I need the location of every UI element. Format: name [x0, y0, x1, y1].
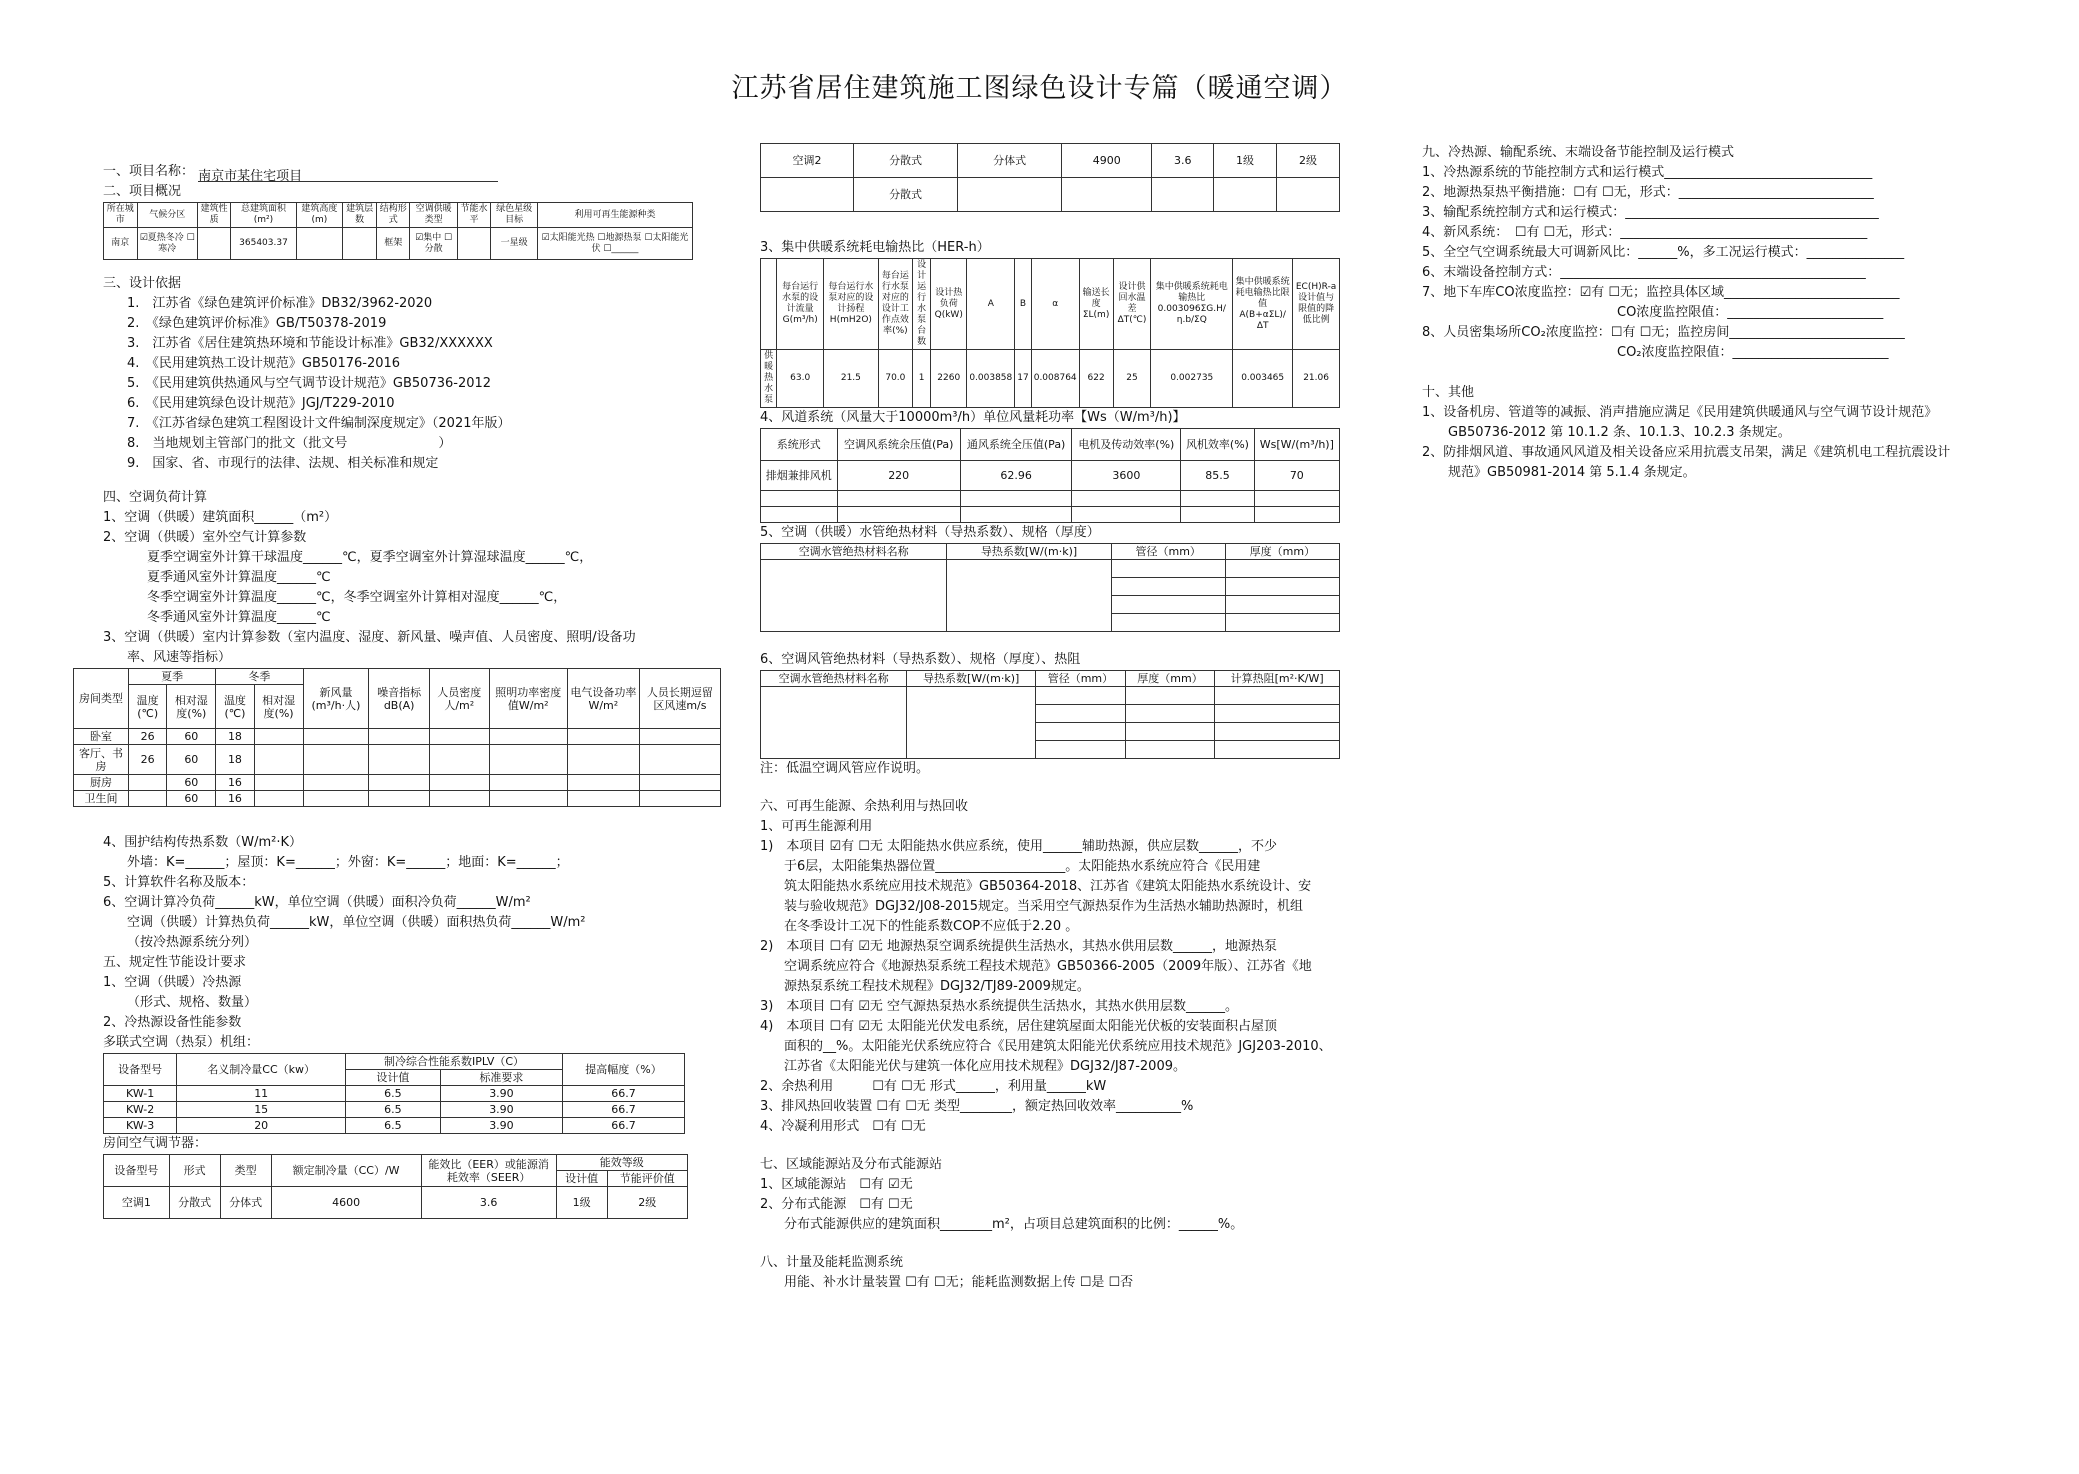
cell: 南京: [104, 228, 138, 260]
cell: 4600: [271, 1187, 421, 1219]
th-summer: 夏季: [129, 669, 216, 685]
cell: [958, 178, 1062, 212]
cell: 0.003858: [967, 350, 1015, 408]
fan-label: 4、风道系统（风量大于10000m³/h）单位风量耗功率【Ws（W/m³/h)】: [760, 410, 1186, 425]
text-line: 分布式能源供应的建筑面积________m²，占项目总建筑面积的比例：______%。: [784, 1217, 1244, 1232]
cell: 3.6: [1152, 144, 1214, 178]
cell: 1级: [1214, 144, 1277, 178]
th-vrf-cc: 名义制冷量CC（kw）: [177, 1054, 346, 1086]
duct-table: [760, 670, 1340, 759]
cell: 6.5: [346, 1118, 441, 1134]
cell: 66.7: [563, 1102, 685, 1118]
text-line: 源热泵系统工程技术规程》DGJ32/TJ89-2009规定。: [784, 979, 1090, 994]
fan-table: [760, 428, 1340, 523]
cell: 3600: [1072, 461, 1181, 491]
cell: [1062, 178, 1152, 212]
cell: 2260: [931, 350, 967, 408]
cell: 分散式: [169, 1187, 220, 1219]
pipe-header-row: [761, 544, 1340, 560]
text-line: 用能、补水计量装置 ☐有 ☐无；能耗监测数据上传 ☐是 ☐否: [784, 1275, 1134, 1290]
cell: 厚度（mm）: [1125, 671, 1215, 687]
text-line: 七、区域能源站及分布式能源站: [760, 1157, 943, 1172]
cell: [489, 745, 567, 775]
cell: [761, 259, 777, 350]
cell: [254, 775, 303, 791]
her-data-row: [761, 350, 1340, 408]
cell: B: [1015, 259, 1031, 350]
cell: [303, 745, 369, 775]
cell: 622: [1079, 350, 1113, 408]
envelope-lines: [103, 833, 718, 1053]
overview-label: 二、项目概况: [103, 184, 182, 199]
cell: 62.96: [960, 461, 1072, 491]
th-rac-model: 设备型号: [104, 1155, 170, 1187]
cell: 1: [913, 350, 931, 408]
cell: 卫生间: [74, 791, 129, 807]
cell: 16: [216, 791, 254, 807]
overview-data-row: [104, 228, 693, 260]
text-line: 筑太阳能热水系统应用技术规范》GB50364-2018、江苏省《建筑太阳能热水系统设计、安: [784, 879, 1312, 894]
her-table: [760, 258, 1340, 408]
cell: 供暖热水泵: [761, 350, 777, 408]
rac-table-cont: [760, 143, 1340, 212]
rac-table: [103, 1154, 688, 1219]
cell: 25: [1113, 350, 1151, 408]
cell: 结构形式: [376, 203, 410, 228]
text-line: 1、可再生能源利用: [760, 819, 873, 834]
text-line: 空调系统应符合《地源热泵系统工程技术规范》GB50366-2005（2009年版）、江苏省《地: [784, 959, 1312, 974]
text-line: 冬季通风室外计算温度______℃: [147, 610, 331, 625]
indoor-params-table: [73, 668, 721, 807]
text-line: 2、分布式能源 ☐有 ☐无: [760, 1197, 913, 1212]
cell: 0.002735: [1151, 350, 1233, 408]
text-line: 4、围护结构传热系数（W/m²·K）: [103, 835, 303, 850]
column-right: [1422, 143, 2027, 483]
load-lines: [103, 508, 718, 668]
load-label: 四、空调负荷计算: [103, 490, 208, 505]
cell: [1214, 178, 1277, 212]
cell: 设计供回水温差ΔT(℃): [1113, 259, 1151, 350]
cell: 建筑高度(m): [296, 203, 343, 228]
column-left: [79, 162, 718, 1219]
text-line: 1、空调（供暖）冷热源: [103, 975, 242, 990]
cell: 每台运行水泵对应的设计扬程H(mH2O): [823, 259, 878, 350]
text-line: 2、防排烟风道、事故通风风道及相关设备应采用抗震支吊架，满足《建筑机电工程抗震设计: [1422, 445, 1951, 460]
cell: [429, 745, 489, 775]
cell: 分体式: [220, 1187, 271, 1219]
cell: 节能水平: [457, 203, 491, 228]
th-rac-eer: 能效比（EER）或能源消耗效率（SEER）: [421, 1155, 556, 1187]
text-line: 8、人员密集场所CO₂浓度监控：☐有 ☐无；监控房间___________________________: [1422, 325, 1905, 340]
cell: 85.5: [1181, 461, 1254, 491]
cell: 3.90: [440, 1102, 562, 1118]
table-row: [104, 1118, 685, 1134]
text-line: （形式、规格、数量）: [127, 995, 258, 1010]
pipe-label: 5、空调（供暖）水管绝热材料（导热系数）、规格（厚度）: [760, 525, 1100, 540]
cell: 1级: [556, 1187, 607, 1219]
cell: 18: [216, 729, 254, 745]
cell: 3.90: [440, 1086, 562, 1102]
cell: [639, 791, 720, 807]
table-row: [104, 1102, 685, 1118]
cell: 0.008764: [1031, 350, 1079, 408]
text-line: 外墙：K=______；屋顶：K=______；外窗：K=______；地面：K=______；: [127, 855, 569, 870]
cell: 建筑性质: [197, 203, 231, 228]
text-line: 1. 江苏省《绿色建筑评价标准》DB32/3962-2020: [127, 296, 433, 311]
cell: 15: [177, 1102, 346, 1118]
other-lines: [1422, 383, 2027, 483]
cell: [761, 178, 854, 212]
th-noise: 噪音指标dB(A): [369, 669, 430, 729]
text-line: 多联式空调（热泵）机组：: [103, 1035, 260, 1050]
cell: [254, 729, 303, 745]
cell: 系统形式: [761, 429, 838, 461]
cell: A: [967, 259, 1015, 350]
text-line: 1、区域能源站 ☐有 ☑无: [760, 1177, 913, 1192]
rac-row: [104, 1187, 688, 1219]
th-vrf-design: 设计值: [346, 1070, 441, 1086]
cell: [369, 791, 430, 807]
text-line: 5、全空气空调系统最大可调新风比：______%，多工况运行模式：_______________: [1422, 245, 1905, 260]
cell: [489, 791, 567, 807]
cell: 4900: [1062, 144, 1152, 178]
cell: 60: [167, 729, 216, 745]
table-row: [74, 729, 721, 745]
text-line: 2. 《绿色建筑评价标准》GB/T50378-2019: [127, 316, 387, 331]
duct-label: 6、空调风管绝热材料（导热系数）、规格（厚度）、热阻: [760, 652, 1081, 667]
cell: 电机及传动效率(%): [1072, 429, 1181, 461]
table-row: [74, 791, 721, 807]
overview-header-row: [104, 203, 693, 228]
cell: KW-3: [104, 1118, 177, 1134]
text-line: 3、空调（供暖）室内计算参数（室内温度、湿度、新风量、噪声值、人员密度、照明/设备功: [103, 630, 636, 645]
cell: Ws[W/(m³/h)]: [1254, 429, 1339, 461]
cell: 绿色星级目标: [491, 203, 538, 228]
cell: 空调供暖类型: [410, 203, 457, 228]
table-row: [761, 178, 1340, 212]
cell: 所在城市: [104, 203, 138, 228]
cell: 分体式: [958, 144, 1062, 178]
cell: 空调水管绝热材料名称: [761, 544, 947, 560]
text-line: 7. 《江苏省绿色建筑工程图设计文件编制深度规定》（2021年版）: [127, 416, 511, 431]
text-line: （按冷热源系统分列）: [127, 935, 258, 950]
text-line: 3、输配系统控制方式和运行模式：_______________________________________: [1422, 205, 1879, 220]
cell: [639, 729, 720, 745]
text-line: 2、余热利用 ☐有 ☐无 形式______，利用量______kW: [760, 1079, 1107, 1094]
column-middle: [760, 143, 1350, 1293]
text-line: 在冬季设计工况下的性能系数COP不应低于2.20 。: [784, 919, 1079, 934]
cell: 3.6: [421, 1187, 556, 1219]
control-lines: [1422, 143, 2027, 363]
th-vrf-iplv: 制冷综合性能系数IPLV（C）: [346, 1054, 563, 1070]
duct-header-row: [761, 671, 1340, 687]
region-energy-lines: [760, 1155, 1350, 1235]
cell: [129, 775, 167, 791]
th-rac-design: 设计值: [556, 1171, 607, 1187]
cell: 厚度（mm）: [1225, 544, 1339, 560]
cell: [639, 745, 720, 775]
th-rac-eval: 节能评价值: [607, 1171, 687, 1187]
cell: 计算热阻[m²·K/W]: [1215, 671, 1340, 687]
cell: [303, 729, 369, 745]
text-line: 2) 本项目 ☐有 ☑无 地源热泵空调系统提供生活热水，其热水供用层数______，地源热泵: [760, 939, 1278, 954]
text-line: 装与验收规范》DGJ32/J08-2015规定。当采用空气源热泵作为生活热水辅助热源时，机组: [784, 899, 1303, 914]
cell: 0.003465: [1233, 350, 1293, 408]
cell: 卧室: [74, 729, 129, 745]
text-line: 9. 国家、省、市现行的法律、法规、相关标准和规定: [127, 456, 439, 471]
text-line: 8. 当地规划主管部门的批文（批文号 ）: [127, 436, 452, 451]
fan-header-row: [761, 429, 1340, 461]
cell: 70: [1254, 461, 1339, 491]
cell: 分散式: [854, 144, 958, 178]
cell: 20: [177, 1118, 346, 1134]
cell: [429, 775, 489, 791]
cell: 6.5: [346, 1086, 441, 1102]
cell: [639, 775, 720, 791]
cell: [197, 228, 231, 260]
th-rac-cc: 额定制冷量（CC）/W: [271, 1155, 421, 1187]
text-line: 五、规定性节能设计要求: [103, 955, 247, 970]
cell: 空调1: [104, 1187, 170, 1219]
cell: 排烟兼排风机: [761, 461, 838, 491]
cell: 空调风系统余压值(Pa): [837, 429, 960, 461]
cell: 空调水管绝热材料名称: [761, 671, 907, 687]
cell: 通风系统全压值(Pa): [960, 429, 1072, 461]
cell: ☑集中 ☐分散: [410, 228, 457, 260]
th-equipment: 电气设备功率W/m²: [567, 669, 639, 729]
overview-table: [103, 202, 693, 260]
cell: 16: [216, 775, 254, 791]
text-line: 6、空调计算冷负荷______kW，单位空调（供暖）面积冷负荷______W/m²: [103, 895, 531, 910]
cell: 一星级: [491, 228, 538, 260]
text-line: 1、设备机房、管道等的减振、消声措施应满足《民用建筑供暖通风与空气调节设计规范》: [1422, 405, 1938, 420]
cell: 2级: [1276, 144, 1339, 178]
text-line: 十、其他: [1422, 385, 1475, 400]
cell: 空调2: [761, 144, 854, 178]
cell: 分散式: [854, 178, 958, 212]
cell: 气候分区: [137, 203, 197, 228]
cell: 63.0: [777, 350, 824, 408]
th-vrf-model: 设备型号: [104, 1054, 177, 1086]
text-line: CO浓度监控限值：________________________: [1422, 305, 1884, 320]
rac-label: 房间空气调节器：: [103, 1136, 208, 1151]
cell: 总建筑面积(m²): [231, 203, 296, 228]
page-title: 江苏省居住建筑施工图绿色设计专篇（暖通空调）: [731, 73, 1348, 104]
cell: 3.90: [440, 1118, 562, 1134]
metering-lines: [760, 1253, 1350, 1293]
table-row: [74, 775, 721, 791]
text-line: 5. 《民用建筑供热通风与空气调节设计规范》GB50736-2012: [127, 376, 492, 391]
project-name-field[interactable]: [198, 167, 498, 182]
cell: [129, 791, 167, 807]
cell: 风机效率(%): [1181, 429, 1254, 461]
basis-list: [103, 294, 718, 474]
duct-note: 注：低温空调风管应作说明。: [760, 761, 930, 776]
cell: 每台运行水泵对应的设计工作点效率(%): [878, 259, 912, 350]
basis-label: 三、设计依据: [103, 276, 182, 291]
th-rac-grade: 能效等级: [556, 1155, 687, 1171]
th-rac-form: 形式: [169, 1155, 220, 1187]
text-line: 4、新风系统： ☐有 ☐无，形式：______________________________________: [1422, 225, 1868, 240]
cell: 集中供暖系统耗电输热比0.003096ΣG.H/η.b/ΣQ: [1151, 259, 1233, 350]
text-line: 2、冷热源设备性能参数: [103, 1015, 242, 1030]
cell: [1152, 178, 1214, 212]
th-fresh-air: 新风量(m³/h·人): [303, 669, 369, 729]
text-line: 夏季空调室外计算干球温度______℃，夏季空调室外计算湿球温度______℃，: [147, 550, 593, 565]
cell: ☑太阳能光热 ☐地源热泵 ☐太阳能光伏 ☐______: [537, 228, 692, 260]
her-header-row: [761, 259, 1340, 350]
text-line: 夏季通风室外计算温度______℃: [147, 570, 331, 585]
text-line: 4. 《民用建筑热工设计规范》GB50176-2016: [127, 356, 401, 371]
table-row: [104, 1086, 685, 1102]
text-line: 规范》GB50981-2014 第 5.1.4 条规定。: [1422, 465, 1696, 480]
her-label: 3、集中供暖系统耗电输热比（HER-h）: [760, 240, 990, 255]
text-line: 4) 本项目 ☐有 ☑无 太阳能光伏发电系统，居住建筑屋面太阳能光伏板的安装面积占屋顶: [760, 1019, 1278, 1034]
cell: 66.7: [563, 1086, 685, 1102]
th-winter: 冬季: [216, 669, 303, 685]
pipe-table: [760, 543, 1340, 632]
text-line: 3. 江苏省《居住建筑热环境和节能设计标准》GB32/XXXXXX: [127, 336, 493, 351]
th-vrf-improve: 提高幅度（%）: [563, 1054, 685, 1086]
text-line: 面积的__%。太阳能光伏系统应符合《民用建筑太阳能光伏系统应用技术规范》JGJ203-2010、: [784, 1039, 1332, 1054]
cell: ☑夏热冬冷 ☐寒冷: [137, 228, 197, 260]
text-line: 3、排风热回收装置 ☐有 ☐无 类型________，额定热回收效率__________%: [760, 1099, 1194, 1114]
cell: [489, 775, 567, 791]
renewable-lines: [760, 797, 1350, 1137]
cell: 导热系数[W/(m·k)]: [947, 544, 1111, 560]
cell: 2级: [607, 1187, 687, 1219]
cell: [303, 791, 369, 807]
cell: 18: [216, 745, 254, 775]
text-line: 空调（供暖）计算热负荷______kW，单位空调（供暖）面积热负荷______W/m²: [127, 915, 586, 930]
text-line: CO₂浓度监控限值：________________________: [1422, 345, 1889, 360]
table-row: [761, 144, 1340, 178]
text-line: 4、冷凝利用形式 ☐有 ☐无: [760, 1119, 926, 1134]
cell: 输送长度ΣL(m): [1079, 259, 1113, 350]
project-name-line: [103, 162, 718, 182]
text-line: 冬季空调室外计算温度______℃，冬季空调室外计算相对湿度______℃，: [147, 590, 567, 605]
cell: 利用可再生能源种类: [537, 203, 692, 228]
cell: [369, 745, 430, 775]
text-line: 5、计算软件名称及版本：: [103, 875, 255, 890]
cell: 17: [1015, 350, 1031, 408]
cell: [489, 729, 567, 745]
cell: 60: [167, 775, 216, 791]
text-line: 率、风速等指标）: [127, 650, 232, 665]
cell: α: [1031, 259, 1079, 350]
table-row: [74, 745, 721, 775]
cell: 管径（mm）: [1036, 671, 1126, 687]
cell: KW-1: [104, 1086, 177, 1102]
cell: [567, 745, 639, 775]
text-line: 九、冷热源、输配系统、末端设备节能控制及运行模式: [1422, 145, 1735, 160]
text-line: 6. 《民用建筑绿色设计规范》JGJ/T229-2010: [127, 396, 395, 411]
text-line: 八、计量及能耗监测系统: [760, 1255, 904, 1270]
cell: 21.06: [1293, 350, 1340, 408]
cell: 设计热负荷Q(kW): [931, 259, 967, 350]
cell: 每台运行水泵的设计流量G(m³/h): [777, 259, 824, 350]
cell: [296, 228, 343, 260]
cell: 26: [129, 729, 167, 745]
cell: 6.5: [346, 1102, 441, 1118]
th-summer-temp: 温度(℃): [129, 685, 167, 729]
cell: [303, 775, 369, 791]
th-rac-type: 类型: [220, 1155, 271, 1187]
cell: 21.5: [823, 350, 878, 408]
th-room-type: 房间类型: [74, 669, 129, 729]
project-name: 南京市某住宅项目: [198, 169, 303, 184]
cell: 厨房: [74, 775, 129, 791]
cell: [254, 791, 303, 807]
project-label: 一、项目名称：: [103, 164, 195, 179]
cell: 框架: [376, 228, 410, 260]
cell: [567, 729, 639, 745]
cell: [457, 228, 491, 260]
cell: [254, 745, 303, 775]
text-line: 1、空调（供暖）建筑面积______（m²）: [103, 510, 338, 525]
cell: 26: [129, 745, 167, 775]
cell: [1276, 178, 1339, 212]
text-line: 3) 本项目 ☐有 ☑无 空气源热泵热水系统提供生活热水，其热水供用层数______。: [760, 999, 1239, 1014]
cell: 客厅、书房: [74, 745, 129, 775]
th-air-speed: 人员长期逗留区风速m/s: [639, 669, 720, 729]
cell: 66.7: [563, 1118, 685, 1134]
text-line: 2、空调（供暖）室外空气计算参数: [103, 530, 307, 545]
cell: 365403.37: [231, 228, 296, 260]
text-line: 7、地下车库CO浓度监控：☑有 ☐无；监控具体区域___________________________: [1422, 285, 1900, 300]
cell: [567, 791, 639, 807]
cell: [429, 791, 489, 807]
th-density: 人员密度人/m²: [429, 669, 489, 729]
cell: EC(H)R-a设计值与限值的降低比例: [1293, 259, 1340, 350]
text-line: 2、地源热泵热平衡措施：☐有 ☐无，形式：______________________________: [1422, 185, 1874, 200]
cell: [369, 729, 430, 745]
th-winter-rh: 相对湿度(%): [254, 685, 303, 729]
text-line: GB50736-2012 第 10.1.2 条、10.1.3、10.2.3 条规定。: [1422, 425, 1791, 440]
cell: 管径（mm）: [1111, 544, 1225, 560]
cell: 220: [837, 461, 960, 491]
cell: [343, 228, 377, 260]
text-line: 1) 本项目 ☑有 ☐无 太阳能热水供应系统，使用______辅助热源，供应层数______，不少: [760, 839, 1278, 854]
vrf-table: [103, 1053, 685, 1134]
cell: 导热系数[W/(m·k)]: [907, 671, 1036, 687]
cell: 11: [177, 1086, 346, 1102]
fan-data-row: [761, 461, 1340, 491]
th-lighting: 照明功率密度值W/m²: [489, 669, 567, 729]
text-line: 1、冷热源系统的节能控制方式和运行模式________________________________: [1422, 165, 1873, 180]
th-winter-temp: 温度(℃): [216, 685, 254, 729]
cell: 集中供暖系统耗电输热比限值A(B+αΣL)/ΔT: [1233, 259, 1293, 350]
cell: [567, 775, 639, 791]
cell: 60: [167, 745, 216, 775]
text-line: 6、末端设备控制方式：_______________________________________________: [1422, 265, 1866, 280]
th-summer-rh: 相对湿度(%): [167, 685, 216, 729]
cell: 60: [167, 791, 216, 807]
cell: 70.0: [878, 350, 912, 408]
cell: 设计运行水泵台数: [913, 259, 931, 350]
text-line: 江苏省《太阳能光伏与建筑一体化应用技术规程》DGJ32/J87-2009。: [784, 1059, 1186, 1074]
text-line: 于6层，太阳能集热器位置____________________。太阳能热水系统应符合《民用建: [784, 859, 1261, 874]
cell: [429, 729, 489, 745]
th-vrf-std: 标准要求: [440, 1070, 562, 1086]
cell: 建筑层数: [343, 203, 377, 228]
cell: KW-2: [104, 1102, 177, 1118]
cell: [369, 775, 430, 791]
text-line: 六、可再生能源、余热利用与热回收: [760, 799, 969, 814]
